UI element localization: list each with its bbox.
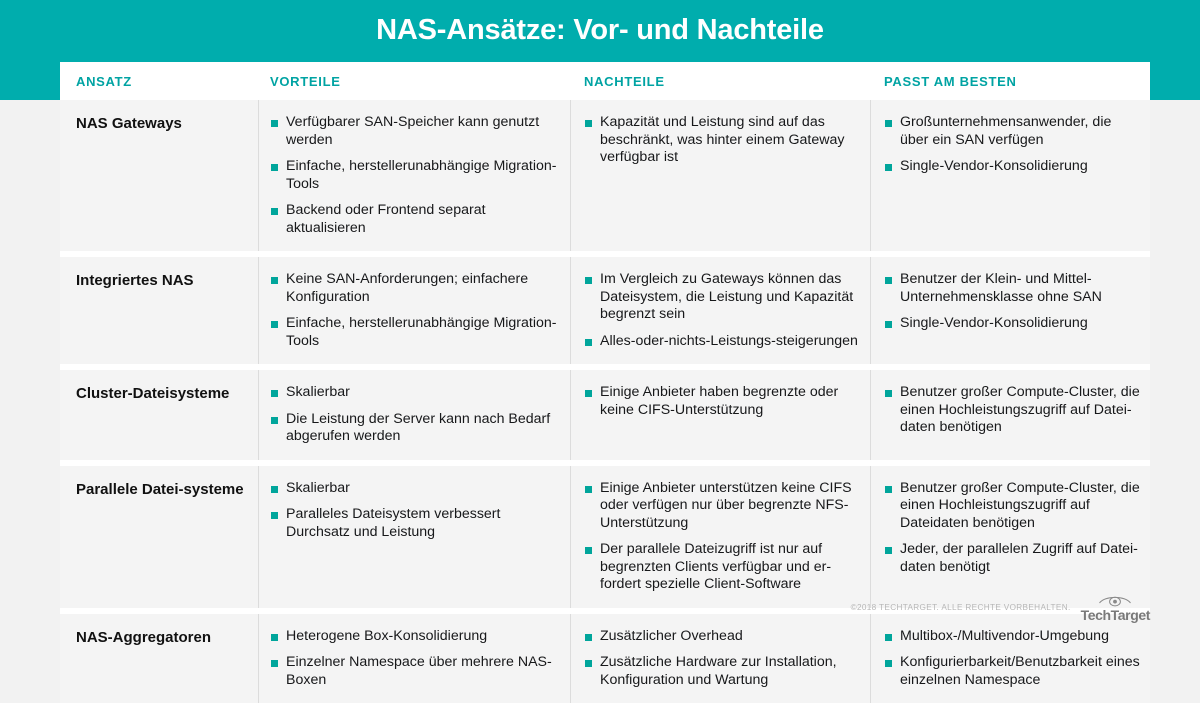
page-title: NAS-Ansätze: Vor- und Nachteile — [0, 12, 1200, 48]
cons-list — [585, 480, 860, 594]
list-item: Paralleles Dateisystem verbessert Durchsatz und Leistung — [271, 506, 560, 541]
column-header-label: PASST AM BESTEN — [884, 74, 1017, 89]
cell-pros — [258, 614, 570, 703]
pros-list — [271, 628, 560, 690]
list-item: Einfache, herstellerunabhängige Migration-Tools — [271, 315, 560, 350]
cell-pros — [258, 100, 570, 251]
eye-icon — [1098, 594, 1132, 607]
best-fit-list — [885, 114, 1140, 176]
cell-cons — [570, 370, 870, 460]
cell-pros — [258, 466, 570, 608]
column-header-vorteile — [258, 62, 570, 100]
pros-list — [271, 114, 560, 237]
list-item: Einzelner Namespace über mehrere NAS-Boxen — [271, 654, 560, 689]
list-item: Skalierbar — [271, 384, 560, 402]
table-row — [60, 460, 1150, 608]
cell-approach — [60, 614, 258, 703]
approach-name: Parallele Datei-systeme — [76, 480, 250, 499]
list-item: Skalierbar — [271, 480, 560, 498]
cons-list — [585, 271, 860, 350]
column-header-label: VORTEILE — [270, 74, 341, 89]
list-item: Single-Vendor-Konsolidierung — [885, 158, 1140, 176]
list-item: Benutzer großer Compute-Cluster, die einen Hochleistungszugriff auf Datei-daten benötigen — [885, 384, 1140, 437]
column-header-ansatz — [60, 62, 258, 100]
cell-cons — [570, 100, 870, 251]
cell-approach — [60, 100, 258, 251]
list-item: Großunternehmensanwender, die über ein SAN verfügen — [885, 114, 1140, 149]
list-item: Kapazität und Leistung sind auf das beschränkt, was hinter einem Gateway verfügbar ist — [585, 114, 860, 167]
best-fit-list — [885, 480, 1140, 577]
footer — [60, 596, 1150, 620]
cell-pros — [258, 370, 570, 460]
techtarget-logo — [1081, 594, 1150, 622]
list-item: Benutzer der Klein- und Mittel-Unternehmensklasse ohne SAN — [885, 271, 1140, 306]
column-header-label: NACHTEILE — [584, 74, 665, 89]
list-item: Zusätzliche Hardware zur Installation, Konfiguration und Wartung — [585, 654, 860, 689]
list-item: Zusätzlicher Overhead — [585, 628, 860, 646]
list-item: Multibox-/Multivendor-Umgebung — [885, 628, 1140, 646]
list-item: Keine SAN-Anforderungen; einfachere Konfiguration — [271, 271, 560, 306]
list-item: Jeder, der parallelen Zugriff auf Datei-daten benötigt — [885, 541, 1140, 576]
pros-list — [271, 384, 560, 446]
table-row — [60, 364, 1150, 460]
table-header-row — [60, 62, 1150, 100]
list-item: Single-Vendor-Konsolidierung — [885, 315, 1140, 333]
column-header-label: ANSATZ — [76, 74, 132, 89]
pros-list — [271, 480, 560, 542]
logo-wordmark: TechTarget — [1081, 608, 1150, 622]
list-item: Der parallele Dateizugriff ist nur auf begrenzten Clients verfügbar und er-fordert spezielle Client-Software — [585, 541, 860, 594]
cell-best-fit — [870, 370, 1150, 460]
cell-cons — [570, 257, 870, 364]
list-item: Konfigurierbarkeit/Benutzbarkeit eines einzelnen Namespace — [885, 654, 1140, 689]
cell-cons — [570, 614, 870, 703]
cell-pros — [258, 257, 570, 364]
cell-approach — [60, 257, 258, 364]
cell-best-fit — [870, 100, 1150, 251]
cell-best-fit — [870, 466, 1150, 608]
best-fit-list — [885, 628, 1140, 690]
column-header-passt-am-besten — [870, 62, 1150, 100]
cell-approach — [60, 466, 258, 608]
table-row — [60, 608, 1150, 703]
list-item: Backend oder Frontend separat aktualisieren — [271, 202, 560, 237]
list-item: Einige Anbieter haben begrenzte oder keine CIFS-Unterstützung — [585, 384, 860, 419]
list-item: Einfache, herstellerunabhängige Migration-Tools — [271, 158, 560, 193]
approach-name: Integriertes NAS — [76, 271, 250, 290]
cons-list — [585, 628, 860, 690]
list-item: Einige Anbieter unterstützen keine CIFS oder verfügen nur über begrenzte NFS-Unterstützung — [585, 480, 860, 533]
cell-cons — [570, 466, 870, 608]
copyright-text: ©2018 TECHTARGET. ALLE RECHTE VORBEHALTEN. — [851, 603, 1071, 613]
pros-list — [271, 271, 560, 350]
table-row — [60, 100, 1150, 251]
cell-best-fit — [870, 257, 1150, 364]
list-item: Im Vergleich zu Gateways können das Dateisystem, die Leistung und Kapazität begrenzt sein — [585, 271, 860, 324]
list-item: Benutzer großer Compute-Cluster, die einen Hochleistungszugriff auf Dateidaten benötigen — [885, 480, 1140, 533]
approach-name: Cluster-Dateisysteme — [76, 384, 250, 403]
approach-name: NAS Gateways — [76, 114, 250, 133]
column-header-nachteile — [570, 62, 870, 100]
list-item: Die Leistung der Server kann nach Bedarf abgerufen werden — [271, 411, 560, 446]
list-item: Alles-oder-nichts-Leistungs-steigerungen — [585, 333, 860, 351]
cons-list — [585, 114, 860, 167]
best-fit-list — [885, 384, 1140, 437]
cell-best-fit — [870, 614, 1150, 703]
approach-name: NAS-Aggregatoren — [76, 628, 250, 647]
best-fit-list — [885, 271, 1140, 333]
list-item: Heterogene Box-Konsolidierung — [271, 628, 560, 646]
cons-list — [585, 384, 860, 419]
list-item: Verfügbarer SAN-Speicher kann genutzt werden — [271, 114, 560, 149]
table-row — [60, 251, 1150, 364]
cell-approach — [60, 370, 258, 460]
